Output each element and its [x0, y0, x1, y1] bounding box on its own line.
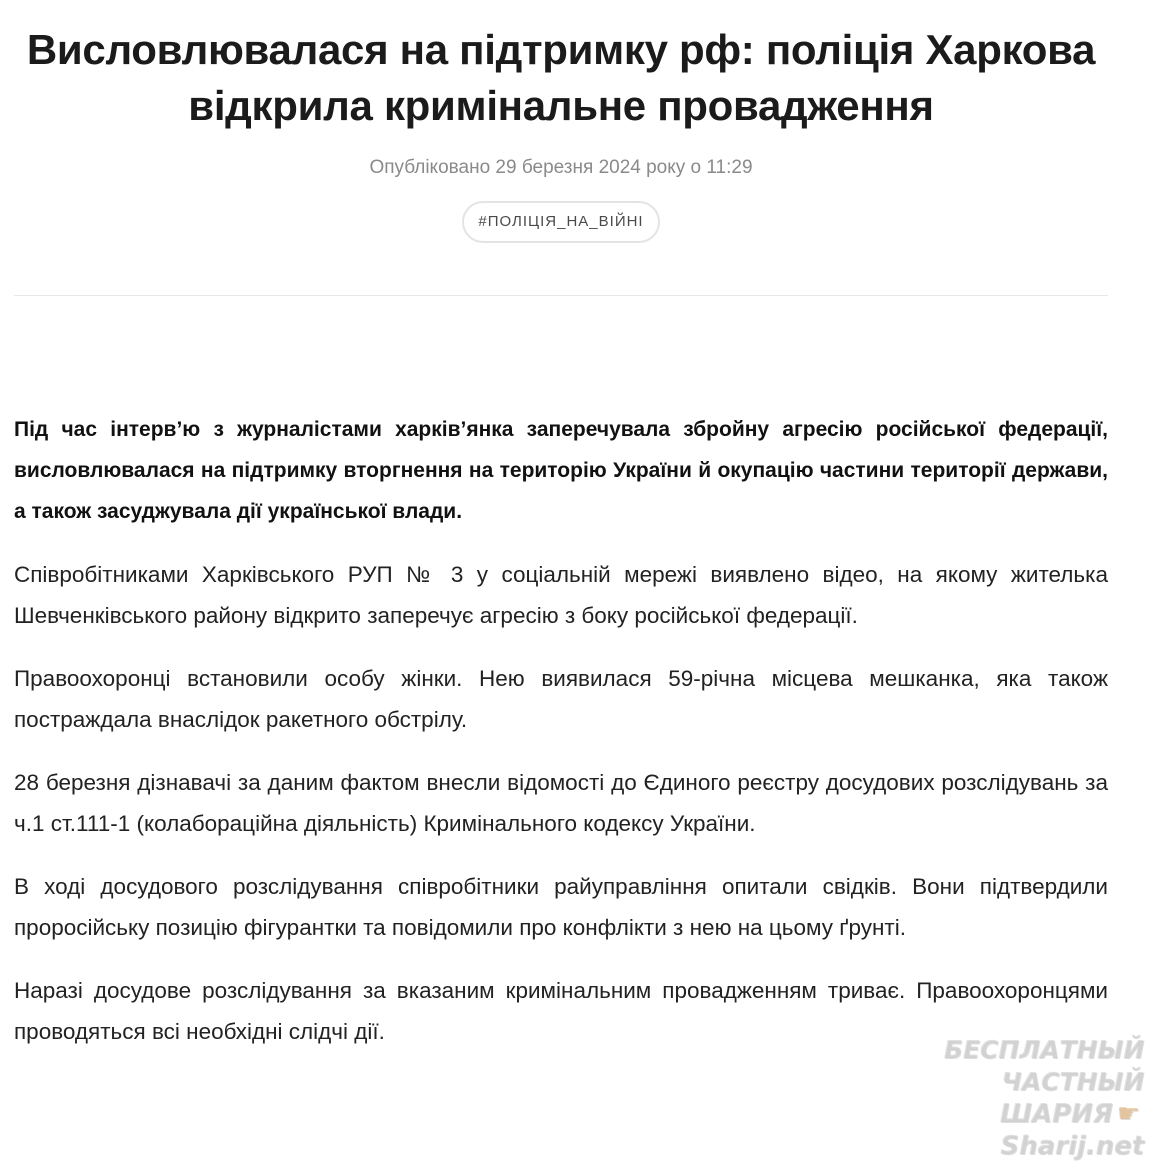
- watermark-left-text: ШАРИЯ: [999, 1099, 1113, 1129]
- page-title: Висловлювалася на підтримку рф: поліція Харкова відкрила кримінальне провадження: [26, 26, 1096, 129]
- paragraph: Правоохоронці встановили особу жінки. Нею виявилася 59-річна місцева мешканка, яка також постраждала внаслідок ракетного обстрілу.: [14, 666, 1108, 732]
- tag-list: [14, 201, 1108, 243]
- paragraph: 28 березня дізнавачі за даним фактом внесли відомості до Єдиного реєстру досудових розслідувань за ч.1 ст.111-1 (колабораційна діяльність) Кримінального кодексу України.: [14, 770, 1108, 836]
- paragraph: В ході досудового розслідування співробітники райуправління опитали свідків. Вони підтвердили проросійську позицію фігурантки та повідомили про конфлікти з нею на цьому ґрунті.: [14, 874, 1108, 940]
- paragraph: Співробітниками Харківського РУП № 3 у соціальній мережі виявлено відео, на якому жителька Шевченківського району відкрито заперечує агресію з боку російської федерації.: [14, 562, 1108, 628]
- watermark-right-text: Sharij.net: [1000, 1131, 1144, 1161]
- watermark-line-1: БЕСПЛАТНЫЙ ЧАСТНЫЙ: [943, 1035, 1144, 1096]
- publish-date: Опубліковано 29 березня 2024 року о 11:29: [369, 157, 753, 178]
- watermark-line-2: [864, 1098, 1144, 1162]
- pointing-hand-icon: ☛: [1116, 1099, 1140, 1129]
- article: [14, 0, 1108, 1074]
- divider: [14, 295, 1108, 296]
- lead-paragraph: Під час інтерв’ю з журналістами харків’янка заперечувала збройну агресію російської федерації, висловлювалася на підтримку вторгнення на територію України й окупацію частини території держави, а також засуджувала дії української влади.: [14, 418, 1108, 523]
- article-body: [14, 409, 1108, 1052]
- paragraph: Наразі досудове розслідування за вказаним кримінальним провадженням триває. Правоохоронцями проводяться всі необхідні слідчі дії.: [14, 978, 1108, 1044]
- tag-link[interactable]: #ПОЛІЦІЯ_НА_ВІЙНІ: [462, 201, 659, 243]
